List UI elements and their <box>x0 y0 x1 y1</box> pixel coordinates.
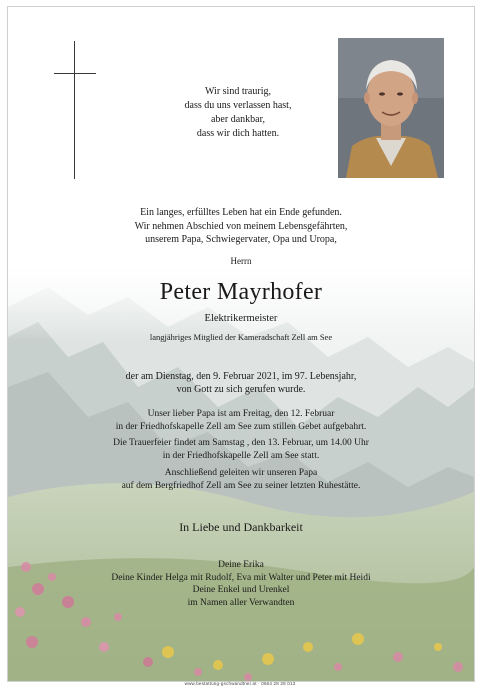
closing-phrase: In Liebe und Dankbarkeit <box>179 520 303 534</box>
burial-notice <box>28 467 454 493</box>
poem <box>158 85 318 141</box>
poem-line: Wir sind traurig, <box>205 86 271 97</box>
mourner-line: Deine Kinder Helga mit Rudolf, Eva mit Walter und Peter mit Heidi <box>111 572 371 583</box>
wake-notice <box>28 408 454 434</box>
mourner-line: Deine Erika <box>218 560 264 570</box>
poem-line: dass wir dich hatten. <box>196 128 280 139</box>
death-notice <box>28 370 454 396</box>
deceased-name: Peter Mayrhofer <box>159 279 323 305</box>
wake-line: in der Friedhofskapelle Zell am See zum stillen Gebet aufgebahrt. <box>115 422 367 432</box>
obituary-card <box>7 6 475 682</box>
death-line: der am Dienstag, den 9. Februar 2021, im 97. Lebensjahr, <box>125 371 357 382</box>
wake-line: Unser lieber Papa ist am Freitag, den 12. Februar <box>147 409 335 419</box>
intro-line: Ein langes, erfülltes Leben hat ein Ende gefunden. <box>140 207 342 218</box>
deceased-membership: langjähriges Mitglied der Kameradschaft Zell am See <box>149 332 333 342</box>
funeral-notice <box>28 437 454 463</box>
footer-contact: www.bestattung-gschwandtner.at · 0664 28 28 013 <box>184 681 296 686</box>
burial-line: Anschließend geleiten wir unseren Papa <box>164 468 318 478</box>
cross-icon <box>74 41 75 179</box>
mourner-line: im Namen aller Verwandten <box>187 597 295 608</box>
intro-text <box>28 206 454 247</box>
intro-line: Wir nehmen Abschied von meinem Lebensgefährten, <box>134 220 348 232</box>
deceased-profession: Elektrikermeister <box>204 313 278 324</box>
cross-icon-bar <box>54 73 96 74</box>
death-line: von Gott zu sich gerufen wurde. <box>176 384 306 395</box>
salutation: Herrn <box>230 256 252 266</box>
mourners-list <box>28 559 454 609</box>
poem-line: dass du uns verlassen hast, <box>184 100 292 111</box>
funeral-line: in der Friedhofskapelle Zell am See statt. <box>162 451 320 461</box>
poem-line: aber dankbar, <box>210 114 265 125</box>
portrait-photo <box>338 38 444 178</box>
mourner-line: Deine Enkel und Urenkel <box>192 585 290 595</box>
funeral-line: Die Trauerfeier findet am Samstag , den 13. Februar, um 14.00 Uhr <box>113 438 369 448</box>
intro-line: unserem Papa, Schwiegervater, Opa und Uropa, <box>145 234 337 245</box>
burial-line: auf dem Bergfriedhof Zell am See zu seiner letzten Ruhestätte. <box>121 481 361 491</box>
